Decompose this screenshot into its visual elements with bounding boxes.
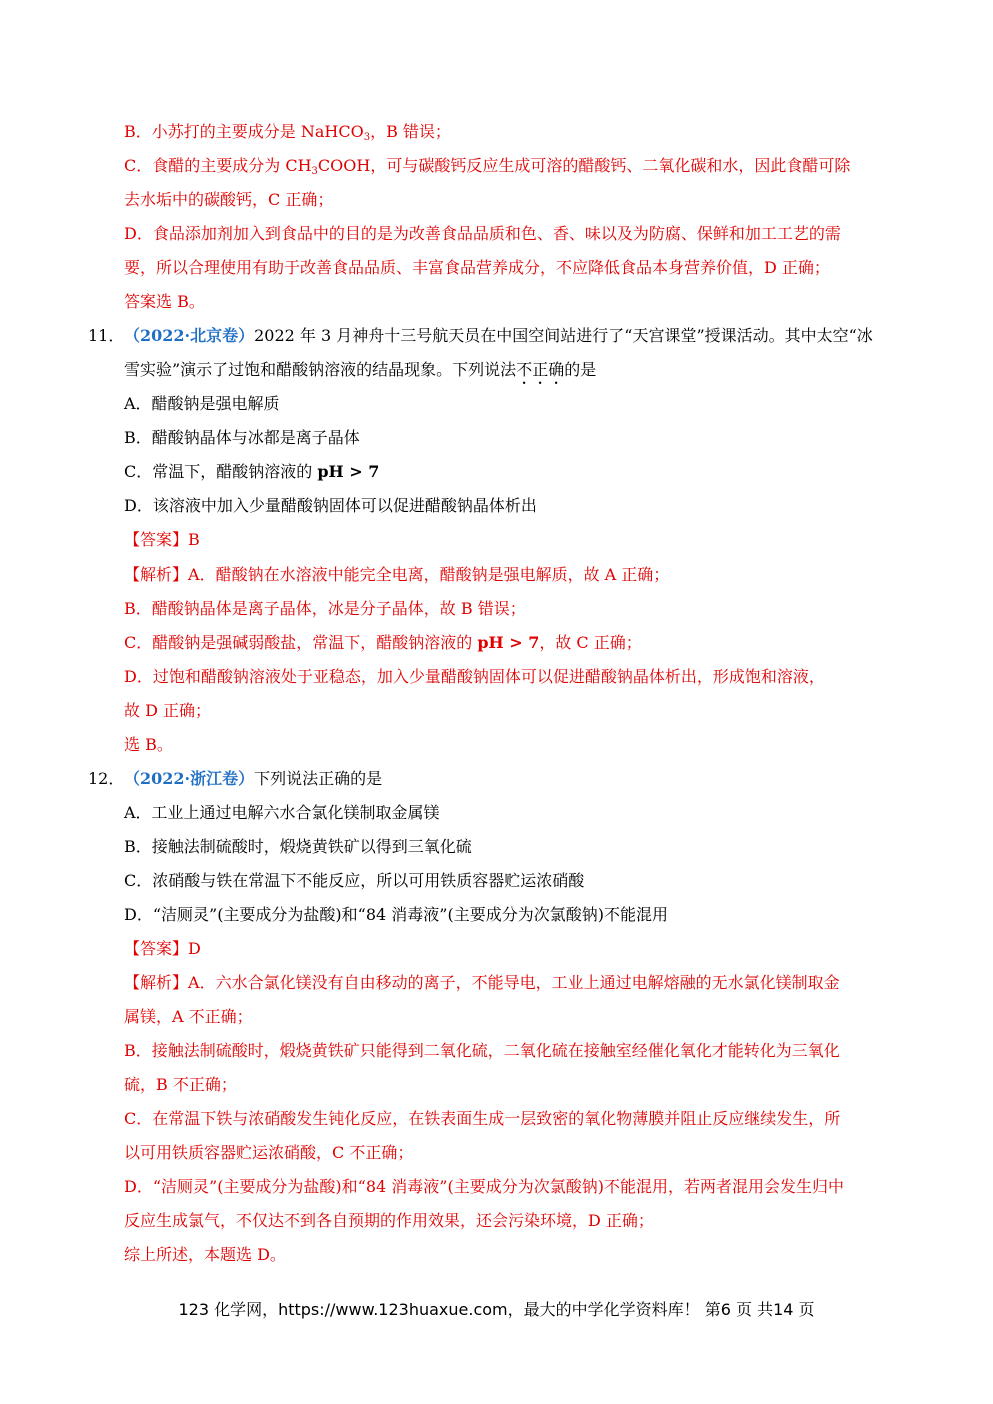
question-11-explanation-d-line2: 故 D 正确； xyxy=(124,701,212,720)
question-12-explanation-b-line1: B．接触法制硫酸时，煅烧黄铁矿只能得到二氧化硫，二氧化硫在接触室经催化氧化才能转化为三氧化 xyxy=(124,1041,840,1060)
question-12-explanation-a-line1: 【解析】A．六水合氯化镁没有自由移动的离子，不能导电，工业上通过电解熔融的无水氯化镁制取金 xyxy=(124,973,840,992)
question-11-answer: 【答案】B xyxy=(124,530,200,549)
prev-explanation-d-line1: D．食品添加剂加入到食品中的目的是为改善食品品质和色、香、味以及为防腐、保鲜和加工工艺的需 xyxy=(124,224,841,243)
prev-answer: 答案选 B。 xyxy=(124,292,205,311)
prev-explanation-c-line1: C．食醋的主要成分为 $CH_3COOH$，可与碳酸钙反应生成可溶的醋酸钙、二氧化碳和水，因此食醋可除 xyxy=(124,156,851,177)
prev-explanation-d-line2: 要，所以合理使用有助于改善食品品质、丰富食品营养成分，不应降低食品本身营养价值，D 正确； xyxy=(124,258,830,277)
question-12-answer: 【答案】D xyxy=(124,939,201,958)
question-11-source: （2022·北京卷） xyxy=(124,326,255,345)
question-11-explanation-d-line1: D．过饱和醋酸钠溶液处于亚稳态，加入少量醋酸钠固体可以促进醋酸钠晶体析出，形成饱和溶液， xyxy=(124,667,825,686)
question-12-option-b: B．接触法制硫酸时，煅烧黄铁矿以得到三氧化硫 xyxy=(124,837,472,856)
question-11-option-d: D．该溶液中加入少量醋酸钠固体可以促进醋酸钠晶体析出 xyxy=(124,496,537,515)
question-11-stem-line1: （2022·北京卷）2022 年 3 月神舟十三号航天员在中国空间站进行了“天宫课堂”授课活动。其中太空“冰 xyxy=(124,326,873,345)
question-11-explanation-a: 【解析】A．醋酸钠在水溶液中能完全电离，醋酸钠是强电解质，故 A 正确； xyxy=(124,565,670,584)
question-12-explanation-c-line1: C．在常温下铁与浓硝酸发生钝化反应，在铁表面生成一层致密的氧化物薄膜并阻止反应继续发生，所 xyxy=(124,1109,841,1128)
ph-expression: pH > 7 xyxy=(317,462,380,481)
question-11-explanation-c: C．醋酸钠是强碱弱酸盐，常温下，醋酸钠溶液的 pH > 7，故 C 正确； xyxy=(124,633,642,652)
question-12-number: 12． xyxy=(88,769,125,788)
question-12-explanation-c-line2: 以可用铁质容器贮运浓硝酸，C 不正确； xyxy=(124,1143,414,1162)
question-12-explanation-b-line2: 硫，B 不正确； xyxy=(124,1075,237,1094)
question-12-stem: （2022·浙江卷）下列说法正确的是 xyxy=(124,769,383,788)
question-12-option-c: C．浓硝酸与铁在常温下不能反应，所以可用铁质容器贮运浓硝酸 xyxy=(124,871,585,890)
emphasis-not-correct: 不正确 xyxy=(516,360,565,379)
question-11-option-a: A．醋酸钠是强电解质 xyxy=(124,394,280,413)
question-11-option-b: B．醋酸钠晶体与冰都是离子晶体 xyxy=(124,428,360,447)
question-12-conclusion: 综上所述，本题选 D。 xyxy=(124,1245,286,1264)
prev-explanation-c-line2: 去水垢中的碳酸钙，C 正确； xyxy=(124,190,334,209)
question-12-explanation-d-line1: D．“洁厕灵”(主要成分为盐酸)和“84 消毒液”(主要成分为次氯酸钠)不能混用，若两者混用会发生归中 xyxy=(124,1177,844,1196)
question-12-option-a: A．工业上通过电解六水合氯化镁制取金属镁 xyxy=(124,803,440,822)
question-12-option-d: D．“洁厕灵”(主要成分为盐酸)和“84 消毒液”(主要成分为次氯酸钠)不能混用 xyxy=(124,905,668,924)
question-12-source: （2022·浙江卷） xyxy=(124,769,255,788)
question-11-stem-line2: 雪实验”演示了过饱和醋酸钠溶液的结晶现象。下列说法不正确的是 xyxy=(124,360,597,379)
question-11-number: 11． xyxy=(88,326,125,345)
question-12-explanation-a-line2: 属镁，A 不正确； xyxy=(124,1007,253,1026)
prev-explanation-b: B．小苏打的主要成分是 NaHCO$_3$，B 错误； xyxy=(124,122,451,143)
question-11-conclusion: 选 B。 xyxy=(124,735,173,754)
page-footer: 123 化学网，https://www.123huaxue.com，最大的中学化学资料库！ 第6 页 共14 页 xyxy=(178,1300,815,1319)
question-11-option-c: C．常温下，醋酸钠溶液的 pH > 7 xyxy=(124,462,380,481)
question-12-explanation-d-line2: 反应生成氯气，不仅达不到各自预期的作用效果，还会污染环境，D 正确； xyxy=(124,1211,654,1230)
question-11-explanation-b: B．醋酸钠晶体是离子晶体，冰是分子晶体，故 B 错误； xyxy=(124,599,526,618)
